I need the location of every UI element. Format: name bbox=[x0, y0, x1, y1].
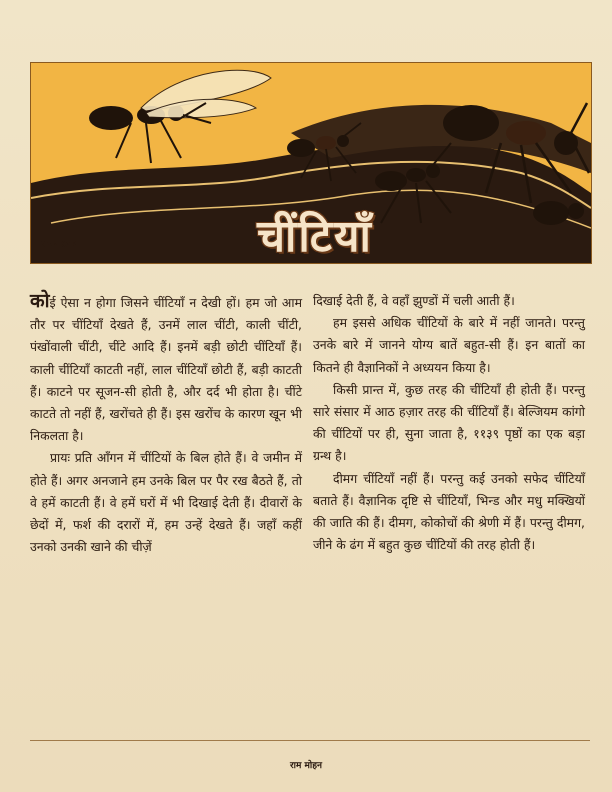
paragraph: किसी प्रान्त में, कुछ तरह की चींटियाँ ही होती हैं। परन्तु सारे संसार में आठ हज़ार तरह की चींटियाँ हैं। बेल्जियम कांगो की चींटियों पर ही, सुना जाता है, ११३९ पृष्ठों का एक बड़ा ग्रन्थ है। bbox=[313, 381, 585, 464]
article-column-left bbox=[30, 290, 302, 558]
paragraph-text: ई ऐसा न होगा जिसने चींटियाँ न देखी हों। हम जो आम तौर पर चींटियाँ देखते हैं, उनमें लाल चींटी, काली चींटी, पंखोंवाली चींटी, चींटे आदि हैं। इनमें बड़ी छोटी चींटियाँ हैं। काली चींटियाँ काटती नहीं, लाल चींटियाँ छोटी हैं, बड़ी काटती हैं। काटने पर सूजन-सी होती है, और दर्द भी होता है। चींटे काटते तो नहीं हैं, खरोंचते ही हैं। इस खरोंच के कारण खून भी निकलता है। bbox=[30, 295, 302, 444]
footer-divider bbox=[30, 740, 590, 741]
article-column-right bbox=[313, 290, 585, 556]
paragraph: हम इससे अधिक चींटियों के बारे में नहीं जानते। परन्तु उनके बारे में जानने योग्य बातें बहुत-सी हैं। इन बातों का कितने ही वैज्ञानिकों ने अध्ययन किया है। bbox=[313, 315, 585, 375]
paragraph bbox=[30, 290, 302, 447]
artist-signature: SANKAR bbox=[40, 240, 78, 249]
dropcap: को bbox=[30, 290, 50, 312]
author-credit: राम मोहन bbox=[289, 761, 322, 771]
paragraph: दीमग चींटियाँ नहीं हैं। परन्तु कई उनको सफेद चींटियाँ बताते हैं। वैज्ञानिक दृष्टि से चींटियाँ, भिन्ड और मधु मक्खियों की जाति की हैं। दीमग, कोकोचों की श्रेणी में हैं। परन्तु दीमग, जीने के ढंग में बहुत कुछ चींटियों की तरह होती हैं। bbox=[313, 470, 585, 553]
page-title: चींटियाँ bbox=[257, 211, 373, 262]
winged-ant bbox=[89, 70, 271, 163]
paragraph: प्रायः प्रति आँगन में चींटियों के बिल होते हैं। वे जमीन में होते हैं। अगर अनजाने हम उनके बिल पर पैर रख बैठते हैं, तो वे हमें काटती हैं। वे हमें घरों में भी दिखाई देती हैं। दीवारों के छेदों में, फर्श की दरारों में, हम उन्हें देखते हैं। जहाँ कहीं उनको उनकी खाने की चीज़ें bbox=[30, 450, 302, 555]
paragraph: दिखाई देती हैं, वे वहाँ झुण्डों में चली आती हैं। bbox=[313, 293, 515, 308]
